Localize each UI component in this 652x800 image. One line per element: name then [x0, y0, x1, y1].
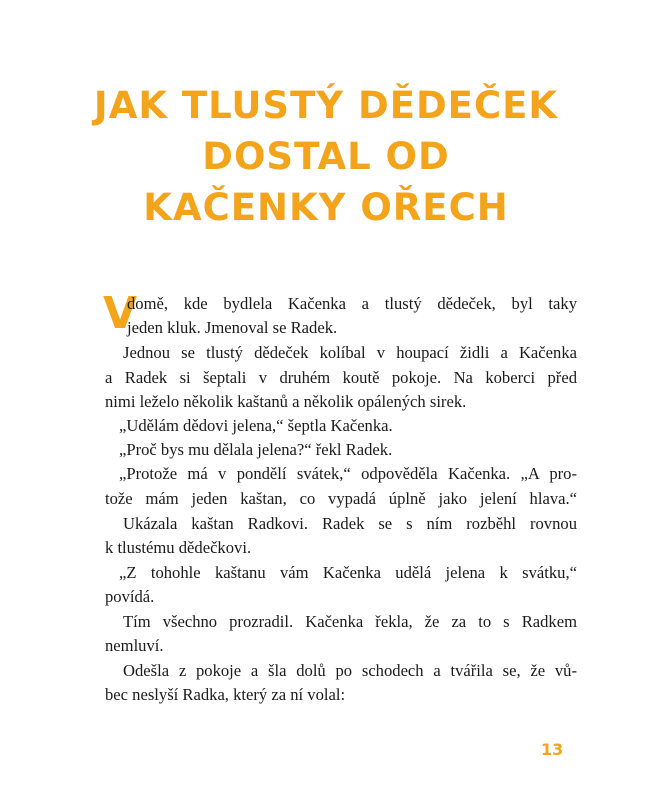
story-line: „Protože má v pondělí svátek,“ odpověděla Kačenka. „A pro- — [119, 464, 577, 483]
chapter-title-line-2: DOSTAL OD — [202, 135, 450, 178]
story-line: „Udělám dědovi jelena,“ šeptla Kačenka. — [119, 416, 393, 435]
story-line: „Z tohohle kaštanu vám Kačenka udělá jelena k svátku,“ — [119, 563, 577, 582]
chapter-title — [0, 80, 652, 233]
story-line: povídá. — [105, 587, 155, 606]
story-line: Tím všechno prozradil. Kačenka řekla, že za to s Radkem — [123, 612, 577, 631]
story-line: „Proč bys mu dělala jelena?“ řekl Radek. — [119, 440, 393, 459]
page-number: 13 — [541, 740, 564, 759]
chapter-title-line-3: KAČENKY OŘECH — [143, 186, 509, 229]
story-line: bec neslyší Radka, který za ní volal: — [105, 685, 346, 704]
story-line: nimi leželo několik kaštanů a několik opálených sirek. — [105, 392, 467, 411]
drop-cap: V — [103, 288, 138, 339]
story-line: Ukázala kaštan Radkovi. Radek se s ním rozběhl rovnou — [123, 514, 577, 533]
story-line: domě, kde bydlela Kačenka a tlustý dědeček, byl taky — [127, 294, 577, 313]
story-line: tože mám jeden kaštan, co vypadá úplně jako jelení hlava.“ — [105, 489, 577, 508]
story-line: k tlustému dědečkovi. — [105, 538, 252, 557]
story-line: jeden kluk. Jmenoval se Radek. — [127, 318, 338, 337]
story-line: nemluví. — [105, 636, 164, 655]
story-line: Jednou se tlustý dědeček kolíbal v houpací židli a Kačenka — [123, 343, 577, 362]
story-line: a Radek si šeptali v druhém koutě pokoje. Na koberci před — [105, 368, 577, 387]
story-line: Odešla z pokoje a šla dolů po schodech a tvářila se, že vů- — [123, 661, 577, 680]
chapter-title-line-1: JAK TLUSTÝ DĚDEČEK — [93, 84, 559, 127]
